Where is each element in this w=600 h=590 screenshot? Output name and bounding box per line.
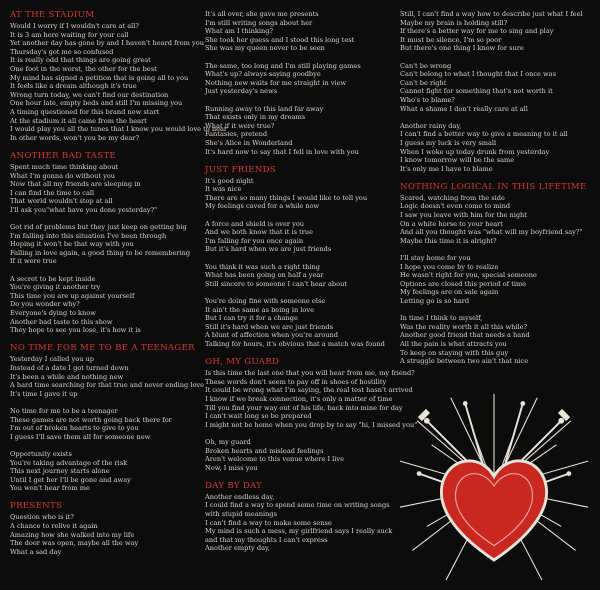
lyric-line: If there's a better way for me to sing and play [400, 27, 554, 36]
lyric-line: A timing questioned for this brand new start [10, 107, 160, 116]
song-title: PRESENTS [10, 501, 63, 512]
lyric-line: You're giving it another try [10, 283, 101, 292]
lyric-line: That world wouldn't stop at all [10, 197, 113, 206]
lyric-line: I'll ask you"what have you done yesterday?" [10, 205, 158, 214]
lyric-line: One foot in the worst, the other for the best [10, 64, 157, 73]
lyric-line: Talking for hours, it's obvious that a match was found [205, 339, 385, 348]
lyric-line: Amazing how she walked into my life [10, 530, 135, 539]
lyric-line: But it's hard when we are just friends [205, 245, 332, 254]
lyric-line: Would I worry if I wouldn't care at all? [10, 22, 139, 30]
lyric-line: I could find a way to spend some time on writing songs [205, 501, 390, 510]
lyric-line: It could be wrong what I'm saying, the real test hasn't arrived [205, 386, 413, 395]
lyric-line: Maybe my brain is holding still? [400, 18, 508, 27]
lyric-line: Is this time the last one that you will hear from me, my friend? [205, 369, 415, 378]
lyric-line: A struggle between two ain't that nice [400, 357, 529, 366]
lyric-line: I can't find a better way to give a meaning to it all [400, 130, 568, 139]
lyric-line: Another endless day, [205, 492, 275, 501]
lyric-line: What I'm gonna do without you [10, 171, 116, 180]
lyric-line: I might not be home when you drop by to say "hi, I missed you" [205, 420, 418, 429]
lyric-line: Yesterday I called you up [10, 355, 95, 364]
lyric-line: These words don't seem to pay off in shoes of hostility [205, 377, 387, 386]
lyric-stanza [10, 22, 228, 142]
lyric-line: I would play you all the tunes that I know you would love to hear [10, 125, 228, 134]
lyric-line: What if it were true? [205, 121, 275, 130]
lyric-line: A force and shield is over you [205, 219, 305, 228]
lyric-line: Another bad taste to this show [10, 317, 113, 326]
lyric-line: What has been going on half a year [205, 271, 324, 280]
lyric-line: Until I get her I'll be gone and away [10, 475, 131, 484]
lyric-line: Instead of a date I got turned down [10, 363, 129, 372]
lyric-stanza [205, 220, 390, 254]
lyric-stanza [400, 314, 595, 366]
lyric-line: Question who is it? [10, 513, 74, 522]
lyric-line: I'm falling for you once again [205, 236, 304, 245]
lyric-line: My mind is such a mess, my girlfriend says I really suck [205, 527, 393, 536]
lyric-line: You're taking advantage of the risk [10, 458, 128, 467]
lyric-line: One hour late, empty beds and still I'm missing you [10, 99, 183, 108]
lyric-line: My mind has signed a petition that is going all to you [10, 73, 189, 82]
lyric-line: It's only me I have to blame [400, 164, 493, 173]
lyric-line: It was nice [205, 185, 242, 194]
lyrics-column-2 [205, 10, 418, 562]
lyric-line: It's good night [205, 176, 254, 185]
lyric-line: She took her guess and I stood this long test [205, 35, 355, 44]
lyric-line: I'm still writing songs about her [205, 18, 313, 27]
lyric-line: Maybe this time it is alright? [400, 236, 497, 245]
lyric-stanza [400, 122, 595, 174]
lyric-stanza [10, 275, 200, 335]
song-title: AT THE STADIUM [10, 10, 95, 20]
song-title: DAY BY DAY [205, 480, 263, 491]
lyric-line: Still, I can't find a way how to describe just what I feel [400, 10, 583, 18]
lyric-line: A blunt of affection when you're around [205, 331, 339, 340]
lyric-line: Yet another day has gone by and I haven't heard from you [10, 39, 204, 48]
lyric-line: Thursday's got me so confused [10, 47, 114, 56]
lyric-line: Options are closed this period of time [400, 279, 527, 288]
lyric-line: Till you find your way out of his life, back into mine for day [205, 403, 403, 412]
lyric-line: What am I thinking? [205, 27, 274, 36]
lyric-stanza [10, 163, 200, 215]
lyric-line: And we both know that it is true [205, 228, 314, 237]
lyric-line: She's Alice in Wonderland [205, 138, 293, 147]
lyric-stanza [205, 105, 390, 157]
lyrics-column-3 [400, 10, 595, 374]
lyric-line: What's up? always saying goodbye [205, 70, 321, 79]
lyric-line: I guess my luck is very small [400, 138, 497, 147]
lyric-line: In other words, won't you be my dear? [10, 133, 140, 142]
lyric-line: He wasn't right for you, special someone [400, 271, 537, 280]
lyric-line: Letting go is so hard [400, 297, 470, 305]
lyric-line: I saw you leave with him for the night [400, 211, 527, 220]
lyric-line: Wrong turn today, we can't find our destination [10, 90, 169, 99]
lyric-stanza [10, 513, 200, 556]
lyric-stanza [205, 297, 390, 349]
lyric-line: It's hard now to say that I fell in love with you [205, 147, 359, 156]
lyric-line: I'm falling into this situation I've been through [10, 231, 167, 240]
lyric-stanza [400, 62, 595, 114]
lyric-stanza [400, 10, 595, 53]
lyric-line: A chance to relive it again [10, 522, 98, 531]
lyric-line: This time you are up against yourself [10, 291, 135, 300]
lyric-line: Scared, watching from the side [400, 193, 505, 202]
lyric-stanza [10, 450, 200, 493]
lyric-line: They hope to see you lose, it's how it is [10, 326, 141, 335]
lyric-line: Can't belong to what I thought that I once was [400, 70, 556, 79]
lyric-line: I know tomorrow will be the same [400, 156, 515, 165]
lyric-line: You won't hear from me [10, 484, 90, 493]
lyric-line: I know if we break connection, it's only a matter of time [205, 394, 393, 403]
lyric-line: Still sincere to someone I can't hear about [205, 279, 347, 288]
lyric-line: You're doing fine with someone else [205, 297, 326, 305]
lyric-stanza [205, 369, 418, 429]
lyric-line: This next journey starts alone [10, 467, 110, 476]
lyric-stanza [205, 492, 393, 553]
lyric-line: I guess I'll save them all for someone new [10, 432, 151, 441]
lyric-line: Now, I miss you [205, 463, 258, 472]
lyric-line: Falling in love again, a good thing to be remembering [10, 248, 191, 257]
lyric-line: It ain't the same as being in love [205, 305, 315, 314]
lyric-line: My feelings are on sale again [400, 288, 499, 297]
lyric-line: In time I think to myself, [400, 314, 483, 323]
lyric-line: Can't be right [400, 78, 447, 87]
lyric-line: There are so many things I would like to tell you [205, 193, 368, 202]
lyric-line: It's been a while and nothing new [10, 372, 124, 381]
lyric-stanza [205, 62, 390, 96]
lyric-line: That exists only in my dreams [205, 113, 306, 122]
lyric-line: My feelings caved for a while now [205, 202, 320, 211]
lyric-line: It feels like a dream although it's true [10, 82, 137, 91]
lyric-stanza [205, 177, 390, 211]
lyric-line: Who's to blame? [400, 95, 455, 104]
lyric-line: She was my queen never to be seen [205, 44, 325, 53]
lyric-line: Was the reality worth it all this while? [400, 322, 528, 331]
lyric-line: Aren't welcome to this venue where I live [205, 455, 344, 464]
lyric-line: When I woke up today drunk from yesterday [400, 147, 550, 156]
lyric-line: All the pain is what attracts you [400, 339, 507, 348]
lyric-stanza [400, 194, 595, 246]
lyric-line: The door was open, maybe all the way [10, 539, 139, 548]
lyric-line: I hope you come by to realize [400, 262, 499, 271]
lyric-stanza [400, 254, 595, 306]
lyric-line: A secret to be kept inside [10, 274, 96, 283]
lyric-line: At the stadium it all came from the heart [10, 116, 147, 125]
lyric-stanza [10, 223, 200, 266]
lyric-line: and that my thoughts I can't express [205, 535, 328, 544]
lyric-line: On a white horse to your heart [400, 219, 503, 228]
lyric-line: Cannot fight for something that's not worth it [400, 87, 553, 96]
lyric-line: Now that all my friends are sleeping in [10, 180, 141, 189]
lyric-line: I'm out of broken hearts to give to you [10, 424, 139, 433]
lyric-line: Still it's hard when we are just friends [205, 322, 334, 331]
lyric-line: It must be silence, I'm so poor [400, 35, 502, 44]
lyric-line: Spent much time thinking about [10, 162, 119, 171]
lyric-line: No time for me to be a teenager [10, 406, 118, 415]
lyric-line: Broken hearts and mislead feelings [205, 446, 324, 455]
lyric-line: Another rainy day, [400, 121, 462, 130]
lyric-stanza [205, 438, 390, 472]
lyric-line: Logic doesn't even come to mind [400, 202, 511, 211]
lyric-line: What a sad day [10, 547, 62, 556]
lyric-line: I can't find a way to make some sense [205, 518, 332, 527]
lyric-line: Got rid of problems but they just keep on getting big [10, 223, 187, 232]
lyric-line: If it were true [10, 257, 57, 266]
song-title: NO TIME FOR ME TO BE A TEENAGER [10, 343, 195, 354]
lyric-line: Oh, my guard [205, 437, 251, 446]
lyric-line: Another good friend that needs a hand [400, 331, 530, 340]
lyric-line: The same, too long and I'm still playing games [205, 61, 361, 70]
song-title: ANOTHER BAD TASTE [10, 150, 117, 161]
lyric-line: What a shame I don't really care at all [400, 104, 528, 113]
lyric-line: I'll stay home for you [400, 254, 471, 263]
lyric-line: I can't wait long so be prepared [205, 412, 312, 421]
lyric-line: Hoping it won't be that way with you [10, 240, 134, 249]
lyric-line: I can find the time to call [10, 188, 95, 197]
lyric-line: Do you wonder why? [10, 300, 80, 309]
lyric-line: Just yesterday's news [205, 87, 278, 96]
lyric-line: But there's one thing I know for sure [400, 44, 524, 53]
lyric-line: Nothing new waits for me straight in view [205, 78, 347, 87]
lyric-line: Everyone's dying to know [10, 309, 96, 317]
lyric-line: It is really odd that things are going great [10, 56, 151, 65]
lyric-line: And all you thought was "what will my boyfriend say?" [400, 228, 583, 237]
lyric-line: It is 3 am here waiting for your call [10, 30, 129, 39]
song-title: JUST FRIENDS [205, 164, 277, 175]
lyric-line: But I can try it for a change [205, 314, 298, 323]
lyric-stanza [10, 355, 205, 398]
lyric-line: Another empty day, [205, 544, 270, 553]
lyric-line: with stupid meanings [205, 510, 277, 519]
song-title: OH, MY GUARD [205, 357, 280, 368]
lyric-line: A hard time searching for that true and never ending love [10, 381, 205, 390]
lyric-line: Running away to this land far away [205, 104, 324, 113]
lyric-stanza [10, 407, 200, 441]
lyric-line: It's all over, she gave me presents [205, 10, 319, 18]
lyric-line: These games are not worth going back there for [10, 415, 172, 424]
lyric-stanza [205, 10, 390, 53]
lyric-line: Can't be wrong [400, 61, 452, 70]
song-title: NOTHING LOGICAL IN THIS LIFETIME [400, 181, 587, 192]
lyric-line: To keep on staying with this guy [400, 348, 509, 357]
lyric-line: You think it was such a right thing [205, 262, 320, 271]
lyric-line: Fantasies, pretend [205, 130, 268, 139]
lyric-line: Opportunity exists [10, 449, 72, 458]
lyric-stanza [205, 263, 390, 289]
lyric-line: It's time I gave it up [10, 389, 78, 398]
heart-pierced-by-swords-icon [398, 392, 590, 584]
